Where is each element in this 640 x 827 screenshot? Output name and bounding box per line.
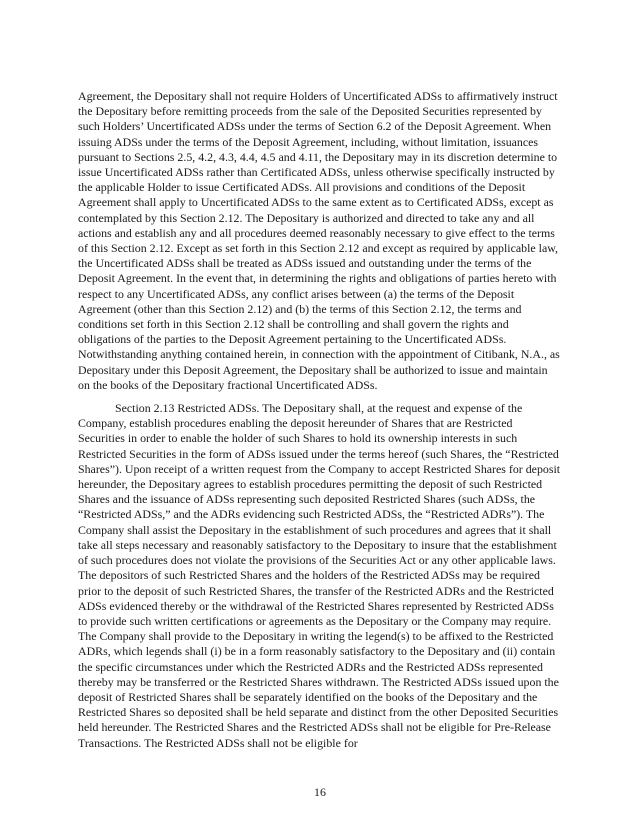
paragraph-section-2-12-continued: Agreement, the Depositary shall not require Holders of Uncertificated ADSs to affirmatively instruct the Depositary before remitting proceeds from the sale of the Deposited Securities represented by such Holders’ Uncertificated ADSs under the terms of Section 6.2 of the Deposit Agreement. When issuing ADSs under the terms of the Deposit Agreement, including, without limitation, issuances pursuant to Sections 2.5, 4.2, 4.3, 4.4, 4.5 and 4.11, the Depositary may in its discretion determine to issue Uncertificated ADSs rather than Certificated ADSs, unless otherwise specifically instructed by the applicable Holder to issue Certificated ADSs. All provisions and conditions of the Deposit Agreement shall apply to Uncertificated ADSs to the same extent as to Certificated ADSs, except as contemplated by this Section 2.12. The Depositary is authorized and directed to take any and all actions and establish any and all procedures deemed reasonably necessary to give effect to the terms of this Section 2.12. Except as set forth in this Section 2.12 and except as required by applicable law, the Uncertificated ADSs shall be treated as ADSs issued and outstanding under the terms of the Deposit Agreement. In the event that, in determining the rights and obligations of parties hereto with respect to any Uncertificated ADSs, any conflict arises between (a) the terms of the Deposit Agreement (other than this Section 2.12) and (b) the terms of this Section 2.12, the terms and conditions set forth in this Section 2.12 shall be controlling and shall govern the rights and obligations of the parties to the Deposit Agreement pertaining to the Uncertificated ADSs. Notwithstanding anything contained herein, in connection with the appointment of Citibank, N.A., as Depositary under this Deposit Agreement, the Depositary shall be authorized to issue and maintain on the books of the Depositary fractional Uncertificated ADSs. — [78, 89, 560, 392]
paragraph-section-2-13: Section 2.13 Restricted ADSs. The Depositary shall, at the request and expense of the Company, establish procedures enabling the deposit hereunder of Shares that are Restricted Securities in order to enable the holder of such Shares to hold its ownership interests in such Restricted Securities in the form of ADSs issued under the terms hereof (such Shares, the “Restricted Shares”). Upon receipt of a written request from the Company to accept Restricted Shares for deposit hereunder, the Depositary agrees to establish procedures permitting the deposit of such Restricted Shares and the issuance of ADSs representing such deposited Restricted Shares (such ADSs, the “Restricted ADSs,” and the ADRs evidencing such Restricted ADSs, the “Restricted ADRs”). The Company shall assist the Depositary in the establishment of such procedures and agrees that it shall take all steps necessary and reasonably satisfactory to the Depositary to insure that the establishment of such procedures does not violate the provisions of the Securities Act or any other applicable laws. The depositors of such Restricted Shares and the holders of the Restricted ADSs may be required prior to the deposit of such Restricted Shares, the transfer of the Restricted ADRs and the Restricted ADSs evidenced thereby or the withdrawal of the Restricted Shares represented by Restricted ADSs to provide such written certifications or agreements as the Depositary or the Company may require. The Company shall provide to the Depositary in writing the legend(s) to be affixed to the Restricted ADRs, which legends shall (i) be in a form reasonably satisfactory to the Depositary and (ii) contain the specific circumstances under which the Restricted ADRs and the Restricted ADSs represented thereby may be transferred or the Restricted Shares withdrawn. The Restricted ADSs issued upon the deposit of Restricted Shares shall be separately identified on the books of the Depositary and the Restricted Shares so deposited shall be held separate and distinct from the other Deposited Securities held hereunder. The Restricted Shares and the Restricted ADSs shall not be eligible for Pre-Release Transactions. The Restricted ADSs shall not be eligible for — [78, 401, 561, 750]
page-number: 16 — [314, 785, 326, 799]
body-text — [78, 89, 562, 751]
